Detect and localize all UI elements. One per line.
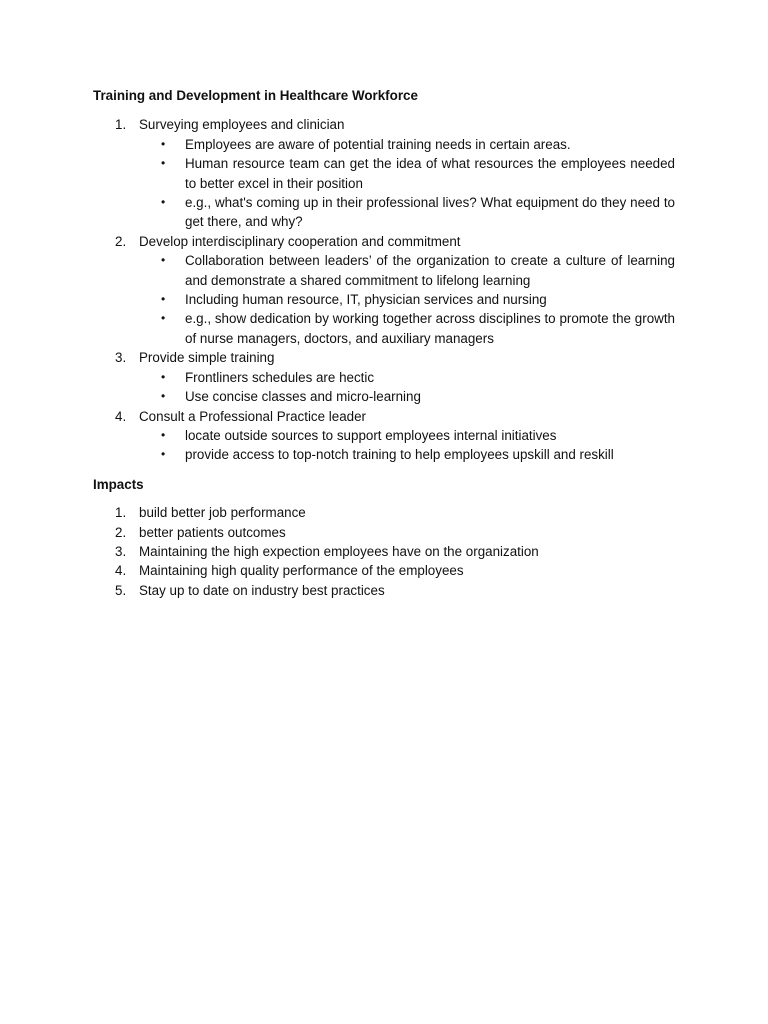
impact-text: build better job performance	[139, 505, 306, 521]
step-bullets	[139, 426, 675, 465]
step-item	[93, 407, 675, 465]
step-item	[93, 115, 675, 231]
bullet-text: locate outside sources to support employees internal initiatives	[185, 427, 557, 443]
bullet-icon: •	[161, 447, 166, 462]
impact-text: Maintaining high quality performance of the employees	[139, 563, 464, 579]
bullet-item	[139, 387, 675, 406]
impact-item	[93, 561, 675, 580]
step-number: 1.	[115, 117, 127, 133]
bullet-text: Collaboration between leaders’ of the organization to create a culture of learning and demonstrate a shared commitment to lifelong learning	[185, 253, 675, 288]
bullet-icon: •	[161, 369, 166, 384]
bullet-icon: •	[161, 389, 166, 404]
bullet-item	[139, 426, 675, 445]
bullet-icon: •	[161, 136, 166, 151]
impact-item	[93, 503, 675, 522]
bullet-icon: •	[161, 292, 166, 307]
impact-text: Stay up to date on industry best practices	[139, 582, 385, 598]
impact-number: 4.	[115, 563, 127, 579]
step-number: 3.	[115, 350, 127, 366]
impacts-list	[93, 503, 675, 600]
bullet-text: Employees are aware of potential training needs in certain areas.	[185, 136, 571, 152]
impact-number: 1.	[115, 505, 127, 521]
bullet-text: e.g., what's coming up in their professional lives? What equipment do they need to get there, and why?	[185, 195, 675, 230]
bullet-text: provide access to top-notch training to help employees upskill and reskill	[185, 447, 614, 463]
impact-item	[93, 523, 675, 542]
step-item	[93, 232, 675, 348]
bullet-text: Use concise classes and micro-learning	[185, 389, 421, 405]
bullet-item	[139, 445, 675, 464]
bullet-item	[139, 193, 675, 232]
impact-text: better patients outcomes	[139, 524, 286, 540]
step-bullets	[139, 135, 675, 232]
bullet-item	[139, 290, 675, 309]
step-bullets	[139, 251, 675, 348]
impact-text: Maintaining the high expection employees have on the organization	[139, 543, 539, 559]
bullet-text: Including human resource, IT, physician services and nursing	[185, 292, 547, 308]
impact-item	[93, 581, 675, 600]
bullet-item	[139, 154, 675, 193]
impacts-heading: Impacts	[93, 476, 144, 492]
step-text: Develop interdisciplinary cooperation and commitment	[139, 233, 461, 249]
steps-list	[93, 115, 675, 464]
step-text: Consult a Professional Practice leader	[139, 408, 367, 424]
bullet-item	[139, 135, 675, 154]
step-text: Provide simple training	[139, 350, 275, 366]
document-page	[93, 86, 675, 600]
bullet-text: e.g., show dedication by working together across disciplines to promote the growth of nurse managers, doctors, and auxiliary managers	[185, 311, 675, 346]
step-number: 2.	[115, 233, 127, 249]
bullet-item	[139, 251, 675, 290]
bullet-icon: •	[161, 427, 166, 442]
document-title: Training and Development in Healthcare Workforce	[93, 88, 418, 103]
bullet-icon: •	[161, 311, 166, 326]
bullet-text: Frontliners schedules are hectic	[185, 369, 375, 385]
step-item	[93, 348, 675, 406]
bullet-icon: •	[161, 156, 166, 171]
step-text: Surveying employees and clinician	[139, 117, 345, 133]
bullet-text: Human resource team can get the idea of what resources the employees needed to better excel in their position	[185, 156, 675, 191]
bullet-item	[139, 368, 675, 387]
impact-number: 2.	[115, 524, 127, 540]
step-bullets	[139, 368, 675, 407]
bullet-icon: •	[161, 253, 166, 268]
bullet-item	[139, 309, 675, 348]
impact-number: 3.	[115, 543, 127, 559]
impact-number: 5.	[115, 582, 127, 598]
impact-item	[93, 542, 675, 561]
bullet-icon: •	[161, 195, 166, 210]
step-number: 4.	[115, 408, 127, 424]
